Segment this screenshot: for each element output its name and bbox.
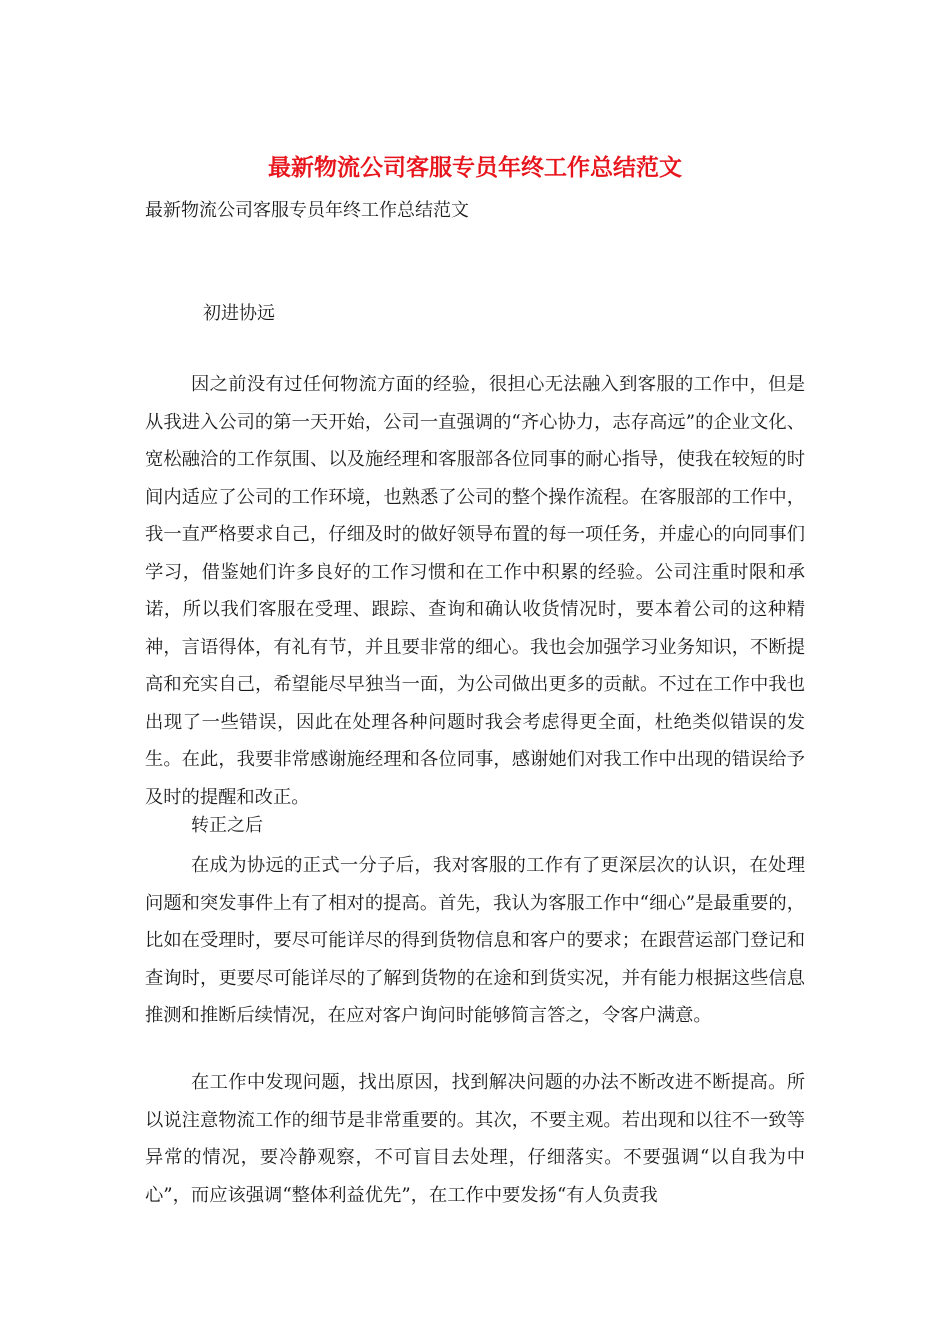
document-title: 最新物流公司客服专员年终工作总结范文 bbox=[268, 154, 682, 181]
section-heading-2: 转正之后 bbox=[191, 815, 263, 836]
document-subtitle: 最新物流公司客服专员年终工作总结范文 bbox=[145, 200, 469, 221]
section-heading-1: 初进协远 bbox=[203, 303, 275, 324]
section-1-paragraph-1: 因之前没有过任何物流方面的经验，很担心无法融入到客服的工作中，但是从我进入公司的第一天开始，公司一直强调的“齐心协力，志存高远”的企业文化、宽松融洽的工作氛围、以及施经理和客服部各位同事的耐心指导，使我在较短的时间内适应了公司的工作环境，也熟悉了公司的整个操作流程。在客服部的工作中，我一直严格要求自己，仔细及时的做好领导布置的每一项任务，并虚心的向同事们学习，借鉴她们许多良好的工作习惯和在工作中积累的经验。公司注重时限和承诺，所以我们客服在受理、跟踪、查询和确认收货情况时，要本着公司的这种精神，言语得体，有礼有节，并且要非常的细心。我也会加强学习业务知识，不断提高和充实自己，希望能尽早独当一面，为公司做出更多的贡献。不过在工作中我也出现了一些错误，因此在处理各种问题时我会考虑得更全面，杜绝类似错误的发生。在此，我要非常感谢施经理和各位同事，感谢她们对我工作中出现的错误给予及时的提醒和改正。 bbox=[145, 374, 805, 808]
section-2-paragraph-1: 在成为协远的正式一分子后，我对客服的工作有了更深层次的认识，在处理问题和突发事件上有了相对的提高。首先，我认为客服工作中“细心”是最重要的，比如在受理时，要尽可能详尽的得到货物信息和客户的要求；在跟营运部门登记和查询时，更要尽可能详尽的了解到货物的在途和到货实况，并有能力根据这些信息推测和推断后续情况，在应对客户询问时能够简言答之，令客户满意。 bbox=[145, 855, 805, 1026]
section-2-paragraph-2: 在工作中发现问题，找出原因，找到解决问题的办法不断改进不断提高。所以说注意物流工作的细节是非常重要的。其次，不要主观。若出现和以往不一致等异常的情况，要冷静观察，不可盲目去处理，仔细落实。不要强调“以自我为中心”，而应该强调“整体利益优先”，在工作中要发扬“有人负责我 bbox=[145, 1072, 805, 1206]
